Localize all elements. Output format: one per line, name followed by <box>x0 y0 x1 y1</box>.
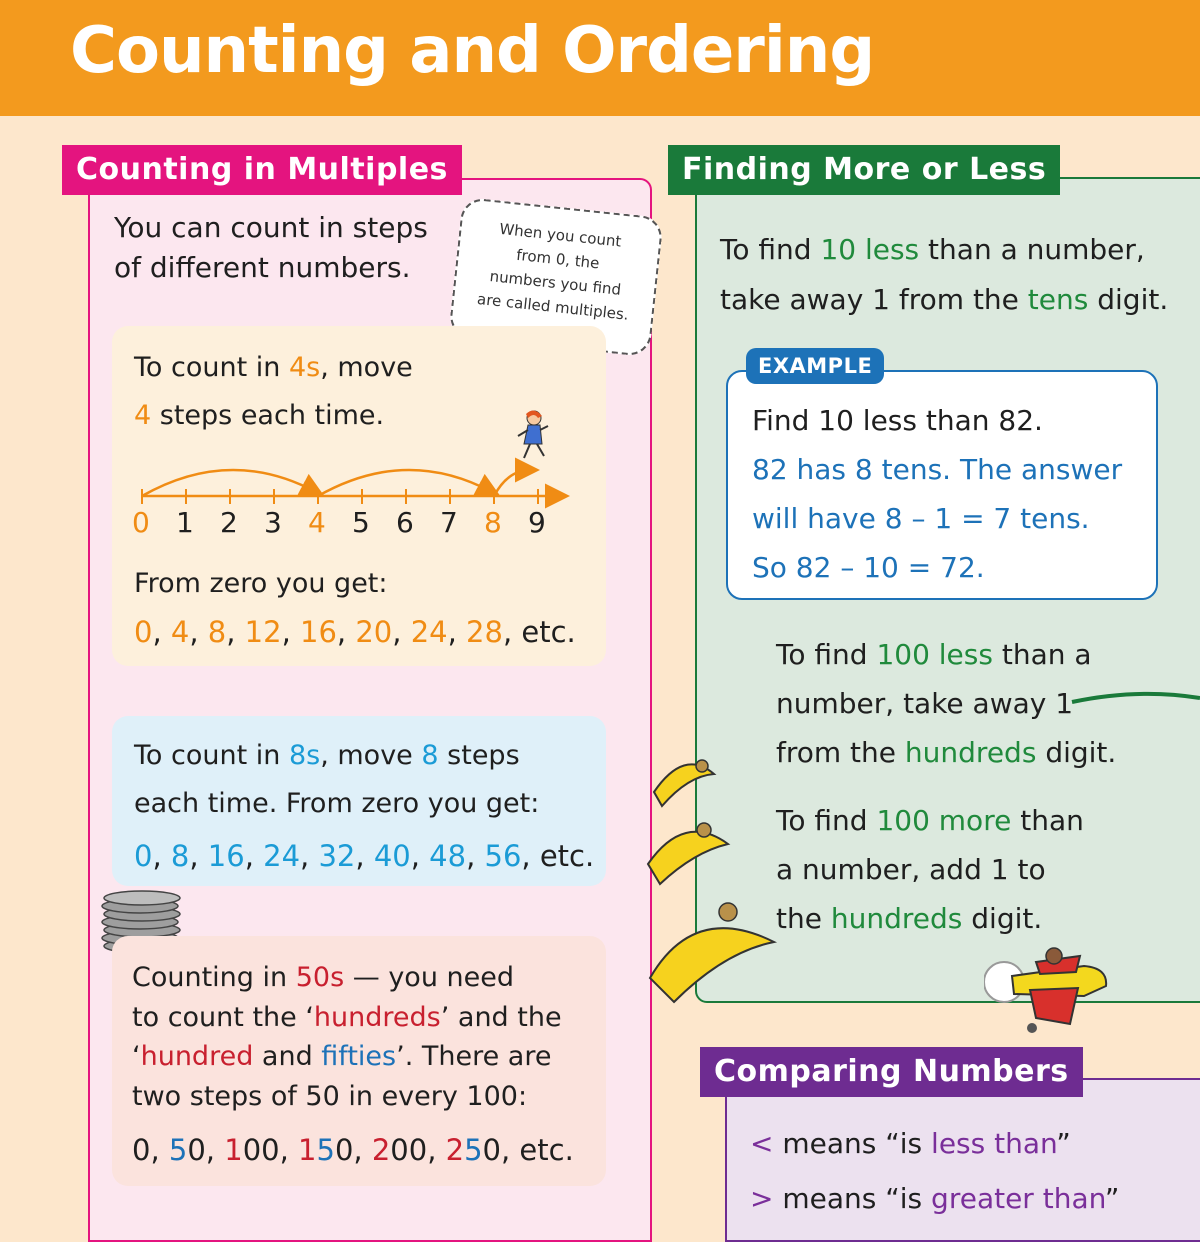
less-than-phrase: less than <box>931 1127 1057 1160</box>
eights-step-count: 8 <box>421 740 439 771</box>
banana-characters-icon <box>644 752 794 1014</box>
fours-seq-item: 16 <box>300 615 337 649</box>
intro-text <box>114 208 428 288</box>
nl-7: 7 <box>440 506 458 539</box>
eights-instructions <box>134 732 539 828</box>
eights-text-c: , move <box>320 740 422 771</box>
nl-0: 0 <box>132 506 150 539</box>
fifties-seq-part: 1 <box>298 1133 317 1167</box>
fours-seq-item: 28 <box>466 615 503 649</box>
less-than-symbol: < <box>750 1127 774 1160</box>
example-line-1: Find 10 less than 82. <box>752 404 1043 437</box>
p3-text-e: the <box>776 902 831 935</box>
example-content <box>752 396 1122 592</box>
nl-8: 8 <box>484 506 502 539</box>
eights-seq-item: 24 <box>263 839 301 873</box>
p2-text-a: To find <box>776 638 877 671</box>
p3-text-a: To find <box>776 804 877 837</box>
fifties-seq-part: , <box>427 1133 446 1167</box>
airplane-icon <box>984 932 1118 1034</box>
fifties-seq-part: , etc. <box>500 1133 574 1167</box>
p2-hundred-less: 100 less <box>876 638 993 671</box>
p2-hundreds: hundreds <box>904 736 1037 769</box>
p2-text-g: digit. <box>1036 736 1117 769</box>
eights-seq-item: 16 <box>207 839 245 873</box>
intro-line-2: of different numbers. <box>114 251 411 284</box>
eights-highlight: 8s <box>288 740 321 771</box>
bubble-line-4: are called multiples. <box>476 289 630 324</box>
fifties-seq-part: 5 <box>464 1133 483 1167</box>
fours-highlight: 4s <box>288 352 321 383</box>
fifties-hundreds: hundreds <box>313 1001 441 1033</box>
fifties-seq-part: 0 <box>482 1133 501 1167</box>
example-line-3: will have 8 – 1 = 7 tens. <box>752 502 1090 535</box>
nl-6: 6 <box>396 506 414 539</box>
p3-hundred-more: 100 more <box>876 804 1012 837</box>
fifties-seq-part: 2 <box>371 1133 391 1167</box>
nl-9: 9 <box>528 506 546 539</box>
p2-line-2: number, take away 1 <box>776 687 1074 720</box>
greater-than-symbol: > <box>750 1182 774 1215</box>
fifties-seq-part: 00 <box>242 1133 280 1167</box>
fifties-fifties: fifties <box>321 1041 397 1072</box>
p1-text-f: digit. <box>1088 283 1169 316</box>
fifties-seq-part: 5 <box>168 1133 188 1167</box>
counting-multiples-heading: Counting in Multiples <box>62 145 462 195</box>
fifties-text-g: and <box>253 1041 322 1072</box>
r2-text-d: ” <box>1104 1182 1120 1215</box>
fours-text-c: , move <box>320 352 413 383</box>
fifties-highlight: 50s <box>295 962 345 993</box>
fifties-seq-part: , <box>150 1133 169 1167</box>
fours-text-d: steps each time. <box>151 400 385 431</box>
p3-hundreds: hundreds <box>830 902 963 935</box>
fours-seq-item: 0 <box>134 615 153 649</box>
bubble-line-1: When you count <box>498 219 623 251</box>
fours-seq-item: 4 <box>170 615 190 649</box>
eights-seq-item: 48 <box>429 839 467 873</box>
eights-seq-item: 0 <box>134 839 153 873</box>
example-tag: EXAMPLE <box>746 348 884 384</box>
fifties-text-d: to count the ‘ <box>132 1001 314 1033</box>
eights-seq-item: 40 <box>373 839 411 873</box>
number-line-labels <box>120 506 580 546</box>
page-title: Counting and Ordering <box>70 14 875 88</box>
p1-text-d: take away 1 from the <box>720 283 1028 316</box>
hundred-less-rule <box>776 630 1116 777</box>
eights-seq-item: 8 <box>170 839 190 873</box>
bubble-line-3: numbers you find <box>488 267 622 299</box>
p1-text-a: To find <box>720 233 821 266</box>
p3-line-2: a number, add 1 to <box>776 853 1046 886</box>
eights-etc: etc. <box>539 839 595 873</box>
fours-step-count: 4 <box>134 400 152 431</box>
comparing-heading: Comparing Numbers <box>700 1047 1083 1097</box>
fifties-text-a: Counting in <box>132 962 296 993</box>
fifties-text-h: ’. There are <box>396 1041 552 1072</box>
fifties-line-4: two steps of 50 in every 100: <box>132 1080 528 1112</box>
greater-than-phrase: greater than <box>931 1182 1105 1215</box>
example-line-4: So 82 – 10 = 72. <box>752 551 985 584</box>
fifties-seq-part: , <box>353 1133 372 1167</box>
fours-sequence: 0, 4, 8, 12, 16, 20, 24, 28, etc. <box>134 615 576 649</box>
pointer-line <box>1068 684 1200 714</box>
fifties-sequence <box>132 1130 574 1170</box>
nl-4: 4 <box>308 506 326 539</box>
intro-line-1: You can count in steps <box>114 211 428 244</box>
fifties-seq-part: 1 <box>224 1133 243 1167</box>
p2-text-c: than a <box>992 638 1092 671</box>
fours-text-a: To count in <box>134 352 289 383</box>
p1-ten-less: 10 less <box>820 233 920 266</box>
eights-line-2: each time. From zero you get: <box>134 788 540 819</box>
fours-from-zero: From zero you get: <box>134 568 388 599</box>
fifties-seq-part: 00 <box>390 1133 428 1167</box>
hundred-more-rule <box>776 796 1084 943</box>
p1-text-c: than a number, <box>919 233 1145 266</box>
nl-2: 2 <box>220 506 238 539</box>
bubble-line-2: from 0, the <box>515 245 601 273</box>
p1-tens: tens <box>1027 283 1089 316</box>
eights-seq-item: 56 <box>484 839 522 873</box>
nl-5: 5 <box>352 506 370 539</box>
fifties-seq-part: 5 <box>316 1133 335 1167</box>
fifties-seq-part: , <box>205 1133 225 1167</box>
r1-text-d: ” <box>1056 1127 1071 1160</box>
fours-seq-item: 8 <box>207 615 227 649</box>
nl-1: 1 <box>176 506 194 539</box>
eights-text-e: steps <box>438 740 520 771</box>
r2-text-b: means “is <box>773 1182 932 1215</box>
fifties-hundred: hundred <box>140 1041 254 1072</box>
fifties-text-e: ’ and the <box>440 1001 562 1033</box>
fifties-text-c: — you need <box>344 962 514 993</box>
fours-seq-item: 12 <box>244 615 282 649</box>
eights-seq-item: 32 <box>318 839 356 873</box>
fours-instructions <box>134 344 413 440</box>
r1-text-b: means “is <box>773 1127 932 1160</box>
fifties-seq-part: 0 <box>132 1133 151 1167</box>
p3-text-c: than <box>1011 804 1084 837</box>
fifties-instructions <box>132 958 562 1116</box>
eights-sequence: 0, 8, 16, 24, 32, 40, 48, 56, etc. <box>134 839 595 873</box>
fifties-seq-part: 2 <box>445 1133 465 1167</box>
fifties-seq-part: 0 <box>334 1133 354 1167</box>
fifties-seq-part: , <box>279 1133 299 1167</box>
fours-seq-item: 24 <box>410 615 448 649</box>
fifties-text-f: ‘ <box>132 1041 141 1072</box>
p2-text-e: from the <box>776 736 905 769</box>
fifties-seq-part: 0 <box>187 1133 206 1167</box>
more-or-less-heading: Finding More or Less <box>668 145 1060 195</box>
comparing-rules <box>750 1116 1119 1226</box>
eights-text-a: To count in <box>134 740 289 771</box>
nl-3: 3 <box>264 506 282 539</box>
fours-seq-item: 20 <box>355 615 393 649</box>
ten-less-rule <box>720 225 1168 325</box>
p3-text-g: digit. <box>962 902 1043 935</box>
fours-etc: etc. <box>521 615 576 649</box>
example-line-2: 82 has 8 tens. The answer <box>752 453 1123 486</box>
